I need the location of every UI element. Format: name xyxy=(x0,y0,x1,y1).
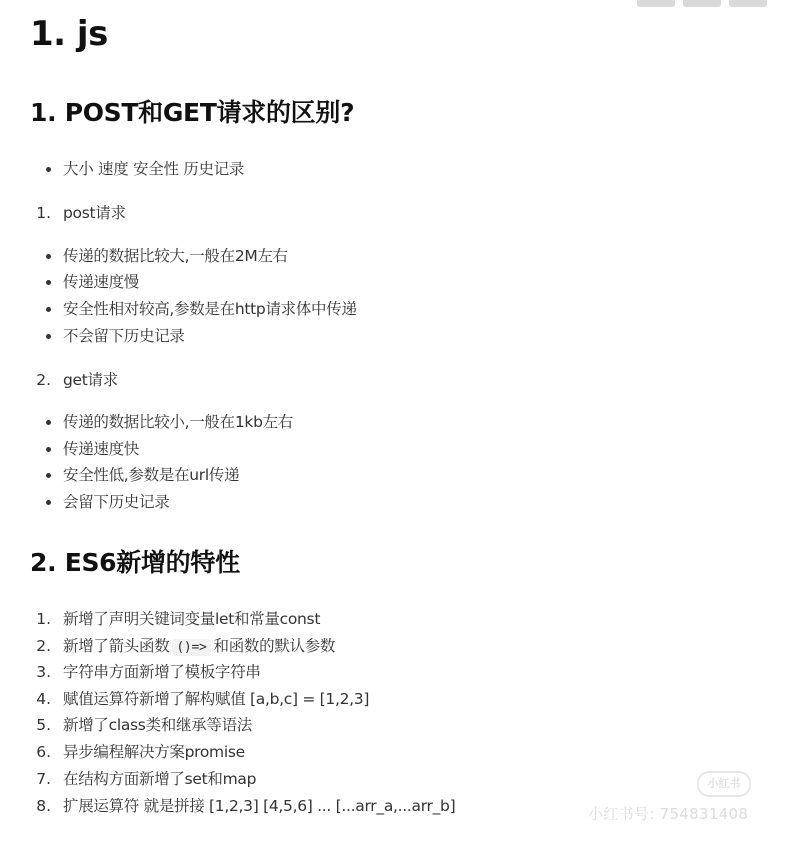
toolbar-button[interactable] xyxy=(637,0,675,7)
watermark-logo: 小红书 xyxy=(697,771,751,797)
toolbar-button[interactable] xyxy=(729,0,767,7)
list-item xyxy=(63,635,335,659)
list-item: 赋值运算符新增了解构赋值 [a,b,c] = [1,2,3] xyxy=(63,690,370,708)
window-toolbar-buttons xyxy=(637,0,767,7)
list-item: 安全性低,参数是在url传递 xyxy=(63,466,240,484)
toolbar-button[interactable] xyxy=(683,0,721,7)
list-number: 4. xyxy=(36,690,51,708)
list-item-text: 和函数的默认参数 xyxy=(213,637,336,655)
list-item: 在结构方面新增了set和map xyxy=(63,770,257,788)
list-item-get: get请求 xyxy=(63,371,118,389)
list-number: 1. xyxy=(36,610,51,628)
watermark-text: 小红书号: 754831408 xyxy=(588,805,749,823)
list-item-text: 新增了箭头函数 xyxy=(63,637,170,655)
list-number: 5. xyxy=(36,716,51,734)
list-item: 新增了class类和继承等语法 xyxy=(63,716,252,734)
list-item: 传递的数据比较大,一般在2M左右 xyxy=(63,247,288,265)
list-item: 异步编程解决方案promise xyxy=(63,743,245,761)
list-item: 字符串方面新增了模板字符串 xyxy=(63,663,261,681)
list-item: 传递速度快 xyxy=(63,440,140,458)
list-number: 3. xyxy=(36,663,51,681)
list-item: 新增了声明关键词变量let和常量const xyxy=(63,610,321,628)
list-number: 7. xyxy=(36,770,51,788)
list-item: 传递速度慢 xyxy=(63,273,140,291)
list-item: 不会留下历史记录 xyxy=(63,327,185,345)
list-number: 2. xyxy=(36,371,51,389)
inline-code: ()=> xyxy=(172,639,210,656)
list-item: 安全性相对较高,参数是在http请求体中传递 xyxy=(63,300,357,318)
list-number: 2. xyxy=(36,637,51,655)
list-number: 8. xyxy=(36,797,51,815)
list-item: 扩展运算符 就是拼接 [1,2,3] [4,5,6] ... [...arr_a,...arr_b] xyxy=(63,797,456,815)
list-item: 大小 速度 安全性 历史记录 xyxy=(63,160,245,178)
list-item: 传递的数据比较小,一般在1kb左右 xyxy=(63,413,294,431)
section-heading-post-get: 1. POST和GET请求的区别? xyxy=(30,98,355,127)
section-heading-es6: 2. ES6新增的特性 xyxy=(30,548,240,577)
list-item-post: post请求 xyxy=(63,204,126,222)
page-title: 1. js xyxy=(30,14,108,54)
list-number: 6. xyxy=(36,743,51,761)
list-number: 1. xyxy=(36,204,51,222)
list-item: 会留下历史记录 xyxy=(63,493,170,511)
